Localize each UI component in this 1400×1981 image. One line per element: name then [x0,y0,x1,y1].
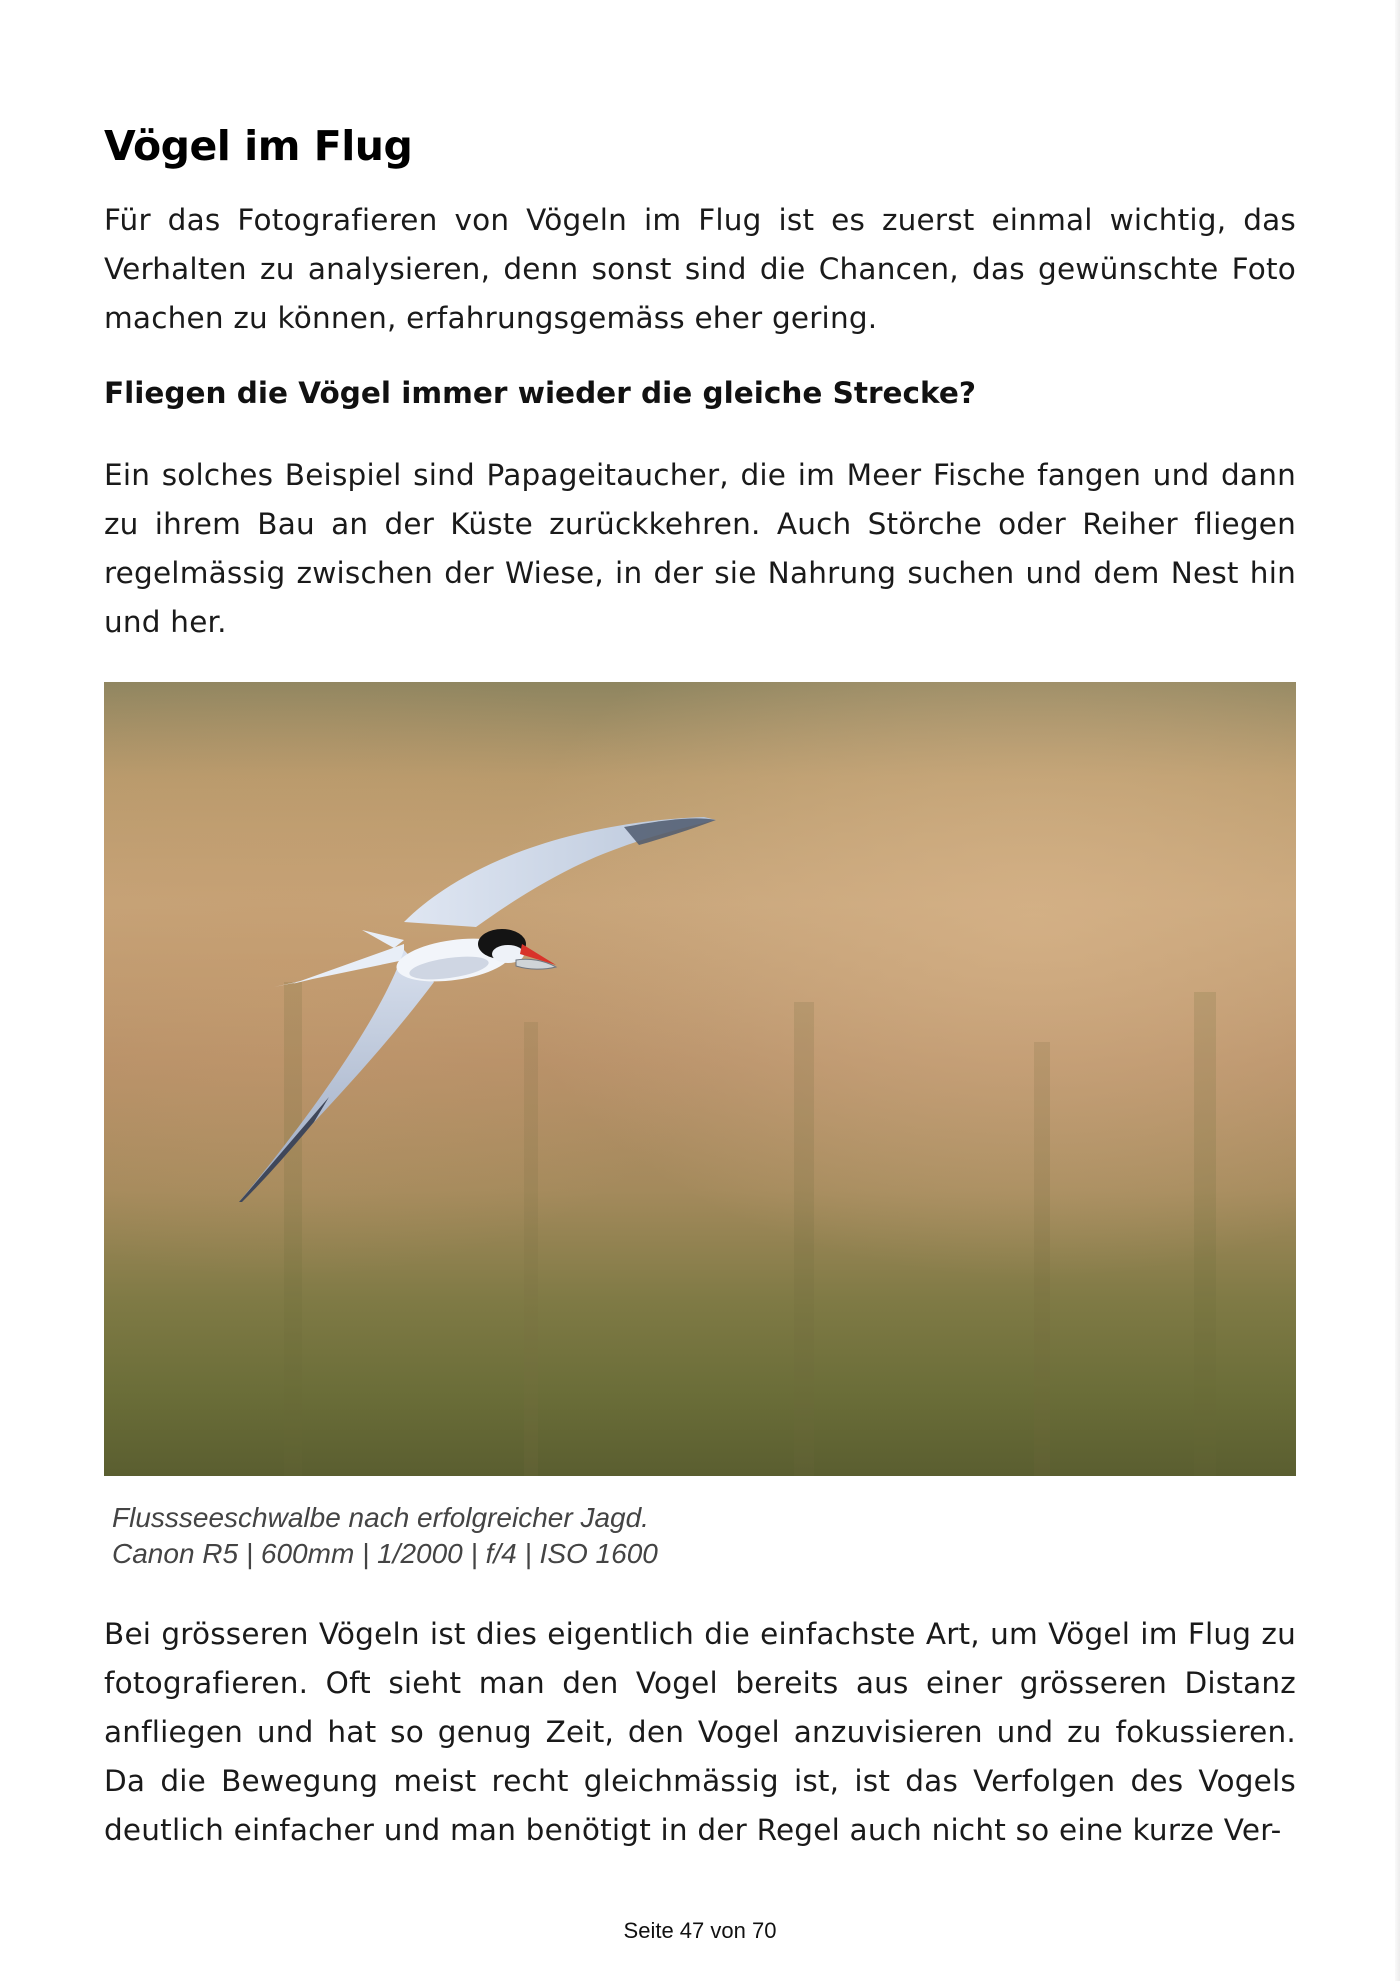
page-edge-shadow [1395,0,1400,1981]
page-number: Seite 47 von 70 [623,1918,777,1943]
caption-exif: Canon R5 | 600mm | 1/2000 | f/4 | ISO 1600 [112,1538,658,1569]
bird-in-flight-photo [104,682,1296,1476]
caption-title: Flussseeschwalbe nach erfolgreicher Jagd. [112,1502,649,1533]
photo-illustration [104,682,1296,1476]
intro-paragraph: Für das Fotografieren von Vögeln im Flug ist es zuerst einmal wichtig, das Verhalten zu analysieren, denn sonst sind die Chancen, das gewünschte Foto machen zu können, erfahrungsgemäss eher gering. [104,203,1296,335]
photo-caption [112,1500,658,1572]
section-heading: Vögel im Flug [104,122,413,170]
continuation-paragraph: Bei grösseren Vögeln ist dies eigentlich die einfachste Art, um Vögel im Flug zu fotografieren. Oft sieht man den Vogel bereits aus einer grösseren Distanz anfliegen und hat so genug Zeit, den Vogel anzuvisieren und zu fokussieren. Da die Bewegung meist recht gleichmässig ist, ist das Verfolgen des Vogels deutlich einfacher und man benötigt in der Regel auch nicht so eine kurze Ver- [104,1617,1296,1847]
example-paragraph: Ein solches Beispiel sind Papageitaucher, die im Meer Fische fangen und dann zu ihrem Bau an der Küste zurückkehren. Auch Störche oder Reiher fliegen regelmässig zwischen der Wiese, in der sie Nahrung suchen und dem Nest hin und her. [104,458,1296,639]
subsection-heading: Fliegen die Vögel immer wieder die gleiche Strecke? [104,376,976,410]
